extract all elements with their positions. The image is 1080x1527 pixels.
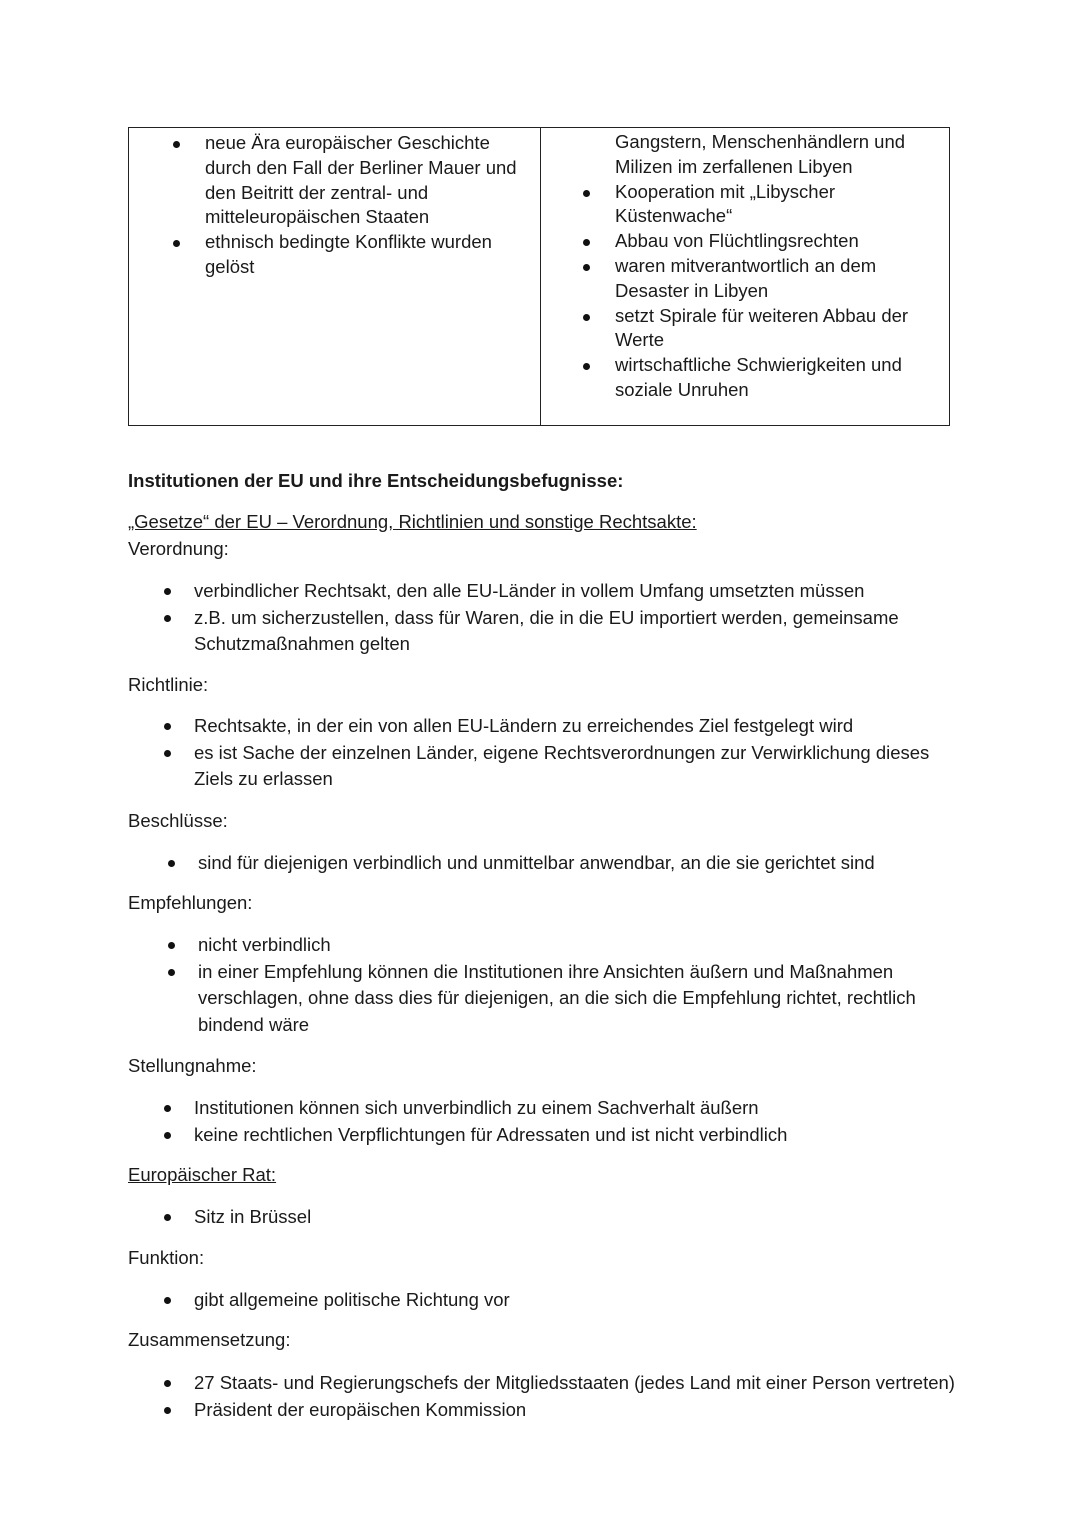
bullet-icon [168, 969, 175, 976]
list-item [160, 959, 960, 1039]
stellungnahme-label: Stellungnahme: [128, 1055, 257, 1076]
verordnung-label: Verordnung: [128, 538, 229, 559]
section-title: Institutionen der EU und ihre Entscheidungsbefugnisse: [128, 470, 624, 491]
bullet-icon [164, 1132, 171, 1139]
bullet-icon [583, 363, 590, 370]
list-item [579, 254, 934, 304]
list-item-text: Sitz in Brüssel [194, 1206, 312, 1227]
bullet-icon [168, 860, 175, 867]
list-item [579, 180, 934, 230]
europaeischer-rat-list [160, 1204, 960, 1231]
bullet-icon [164, 1214, 171, 1221]
bullet-icon [164, 588, 171, 595]
list-item-text: 27 Staats- und Regierungschefs der Mitgliedsstaaten (jedes Land mit einer Person vertreten) [194, 1372, 955, 1393]
list-item-continuation [579, 130, 934, 180]
list-item-text: waren mitverantwortlich an dem Desaster in Libyen [615, 254, 877, 301]
list-item-text: nicht verbindlich [198, 934, 331, 955]
zusammensetzung-label: Zusammensetzung: [128, 1329, 291, 1350]
list-item [160, 740, 960, 793]
bullet-icon [164, 1407, 171, 1414]
list-item-text: Abbau von Flüchtlingsrechten [615, 230, 859, 252]
verordnung-list [160, 578, 960, 658]
bullet-icon [164, 1297, 171, 1304]
list-item [169, 131, 519, 230]
beschluesse-label: Beschlüsse: [128, 810, 228, 831]
list-item-text: z.B. um sicherzustellen, dass für Waren, die in die EU importiert werden, gemeinsame Schutzmaßnahmen gelten [194, 606, 899, 654]
bullet-icon [173, 240, 180, 247]
list-item [160, 713, 960, 740]
list-item [160, 1095, 960, 1122]
list-item-text: Präsident der europäischen Kommission [194, 1398, 527, 1420]
list-item [160, 1122, 960, 1149]
table-left-cell [169, 131, 519, 280]
list-item-text: verbindlicher Rechtsakt, den alle EU-Länder in vollem Umfang umsetzten müssen [194, 580, 865, 601]
bullet-icon [583, 264, 590, 271]
list-item-text: ethnisch bedingte Konflikte wurden gelöst [205, 231, 492, 277]
list-item [169, 230, 519, 280]
list-item-text: Institutionen können sich unverbindlich zu einem Sachverhalt äußern [194, 1097, 759, 1118]
bullet-icon [164, 615, 171, 622]
list-item-text: Kooperation mit „Libyscher Küstenwache“ [615, 180, 836, 227]
bullet-icon [164, 723, 171, 730]
list-item [160, 578, 960, 605]
empfehlungen-label: Empfehlungen: [128, 892, 253, 913]
list-item-text: wirtschaftliche Schwierigkeiten und soziale Unruhen [615, 354, 902, 400]
list-item [160, 932, 960, 959]
beschluesse-list [160, 850, 960, 877]
bullet-icon [164, 1105, 171, 1112]
list-item [160, 1287, 960, 1314]
zusammensetzung-list [160, 1370, 960, 1423]
list-item-text: Rechtsakte, in der ein von allen EU-Ländern zu erreichendes Ziel festgelegt wird [194, 715, 854, 736]
list-item [160, 605, 960, 658]
list-item-text: gibt allgemeine politische Richtung vor [194, 1289, 510, 1310]
list-item-text: setzt Spirale für weiteren Abbau der Werte [615, 304, 909, 351]
list-item [579, 304, 934, 354]
list-item [160, 1370, 960, 1397]
list-item-text: keine rechtlichen Verpflichtungen für Adressaten und ist nicht verbindlich [194, 1123, 788, 1145]
list-item-text: Gangstern, Menschenhändlern und Milizen im zerfallenen Libyen [615, 131, 906, 177]
bullet-icon [164, 750, 171, 757]
list-item [160, 1397, 960, 1424]
list-item-text: neue Ära europäischer Geschichte durch den Fall der Berliner Mauer und den Beitritt der zentral- und mitteleuropäischen Staaten [205, 132, 517, 228]
list-item [160, 850, 960, 877]
bullet-icon [583, 239, 590, 246]
bullet-icon [168, 942, 175, 949]
list-item-text: es ist Sache der einzelnen Länder, eigene Rechtsverordnungen zur Verwirklichung dieses Ziels zu erlassen [194, 741, 930, 789]
funktion-label: Funktion: [128, 1247, 205, 1268]
comparison-table [128, 127, 950, 426]
list-item [160, 1204, 960, 1231]
empfehlungen-list [160, 932, 960, 1038]
funktion-list [160, 1287, 960, 1314]
table-right-cell [579, 130, 934, 403]
richtlinie-list [160, 713, 960, 793]
list-item [579, 353, 934, 403]
laws-heading: „Gesetze“ der EU – Verordnung, Richtlinien und sonstige Rechtsakte: [128, 511, 697, 532]
bullet-icon [164, 1380, 171, 1387]
richtlinie-label: Richtlinie: [128, 674, 209, 695]
list-item-text: in einer Empfehlung können die Institutionen ihre Ansichten äußern und Maßnahmen verschlagen, ohne dass dies für diejenigen, an die sich die Empfehlung richtet, rechtlich bindend wäre [198, 960, 916, 1035]
list-item [579, 229, 934, 254]
bullet-icon [583, 314, 590, 321]
europaeischer-rat-heading: Europäischer Rat: [128, 1164, 277, 1185]
bullet-icon [173, 141, 180, 148]
stellungnahme-list [160, 1095, 960, 1148]
list-item-text: sind für diejenigen verbindlich und unmittelbar anwendbar, an die sie gerichtet sind [198, 852, 875, 873]
table-column-divider [540, 128, 541, 425]
bullet-icon [583, 190, 590, 197]
